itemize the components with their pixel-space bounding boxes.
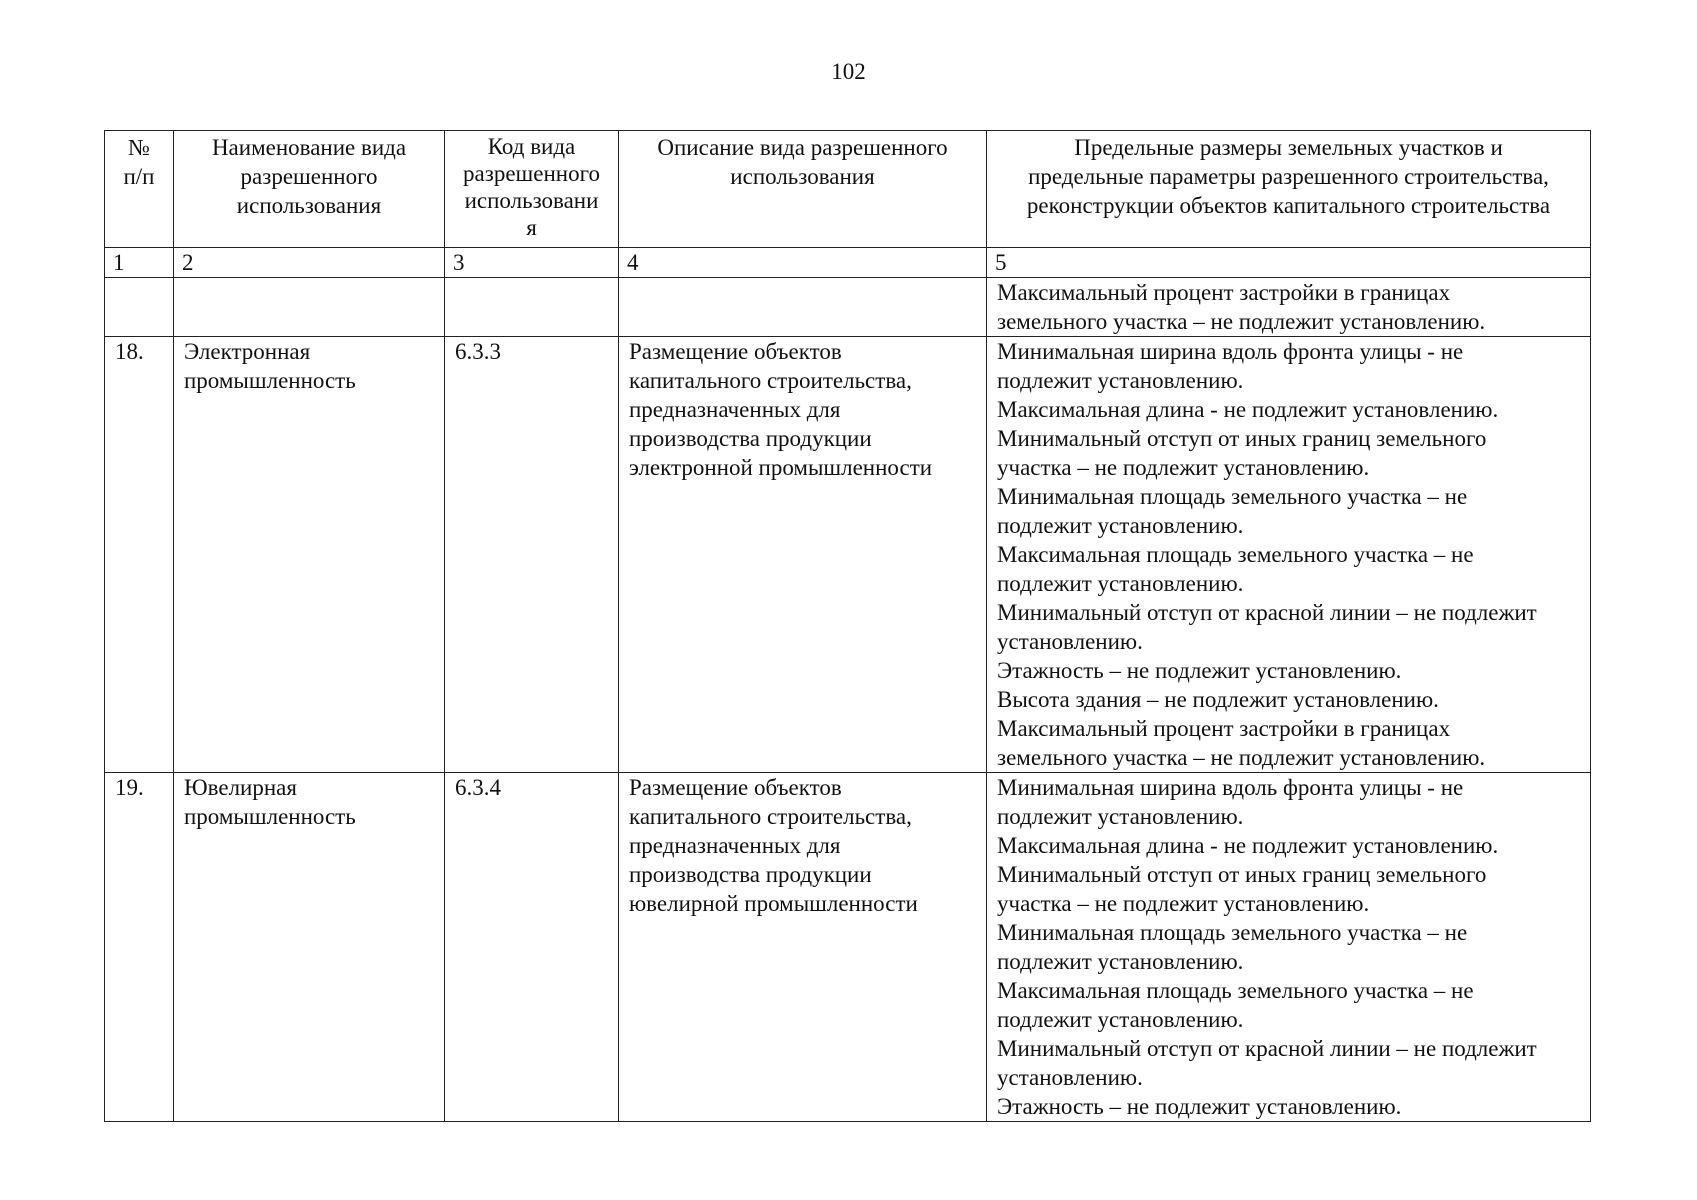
header-name	[174, 131, 445, 248]
header-text: Предельные размеры земельных участков и	[1074, 135, 1503, 160]
description-line: производства продукции	[629, 426, 872, 451]
parameter-line: подлежит установлению.	[997, 368, 1244, 393]
column-number-row	[105, 248, 1591, 278]
parameter-line: Минимальный отступ от красной линии – не подлежит	[997, 1036, 1537, 1061]
parameter-line: подлежит установлению.	[997, 513, 1244, 538]
parameter-line: подлежит установлению.	[997, 804, 1244, 829]
parameter-line: Минимальная площадь земельного участка – не	[997, 920, 1468, 945]
header-code	[445, 131, 619, 248]
cell-code: 6.3.3	[445, 337, 619, 773]
parameter-line: Минимальный отступ от иных границ земельного	[997, 426, 1487, 451]
table-row	[105, 773, 1591, 1122]
name-line: Ювелирная	[184, 775, 297, 800]
header-text: Описание вида разрешенного	[657, 135, 948, 160]
parameter-line: подлежит установлению.	[997, 571, 1244, 596]
parameter-line: Высота здания – не подлежит установлению.	[997, 687, 1439, 712]
cell-name	[174, 337, 445, 773]
parameter-line: подлежит установлению.	[997, 949, 1244, 974]
column-number: 5	[987, 248, 1591, 278]
description-line: Размещение объектов	[629, 775, 842, 800]
land-use-table	[104, 130, 1591, 1122]
cell-number	[105, 278, 174, 337]
parameter-line: Минимальная площадь земельного участка – не	[997, 484, 1468, 509]
table-header-row	[105, 131, 1591, 248]
header-text: реконструкции объектов капитального строительства	[1026, 193, 1551, 218]
name-line: Электронная	[184, 339, 311, 364]
cell-parameters	[987, 278, 1591, 337]
column-number: 4	[619, 248, 987, 278]
parameter-line: Максимальная площадь земельного участка – не	[997, 542, 1474, 567]
parameter-line: Максимальная длина - не подлежит установлению.	[997, 397, 1499, 422]
header-text: Наименование вида	[211, 135, 407, 160]
parameter-line: подлежит установлению.	[997, 1007, 1244, 1032]
description-line: электронной промышленности	[629, 455, 933, 480]
parameter-line: Этажность – не подлежит установлению.	[997, 658, 1402, 683]
parameter-line: Этажность – не подлежит установлению.	[997, 1094, 1402, 1119]
header-text: использования	[730, 164, 875, 189]
cell-code	[445, 278, 619, 337]
cell-description	[619, 773, 987, 1122]
cell-name	[174, 278, 445, 337]
name-line: промышленность	[184, 804, 356, 829]
header-text: п/п	[123, 164, 155, 189]
header-text: я	[526, 215, 537, 240]
cell-description	[619, 337, 987, 773]
header-text: использования	[236, 193, 382, 218]
parameter-line: участка – не подлежит установлению.	[997, 455, 1370, 480]
parameter-line: Минимальная ширина вдоль фронта улицы - не	[997, 339, 1464, 364]
cell-code: 6.3.4	[445, 773, 619, 1122]
header-description	[619, 131, 987, 248]
header-number	[105, 131, 174, 248]
cell-description	[619, 278, 987, 337]
header-text: использовани	[464, 188, 599, 213]
header-text: предельные параметры разрешенного строительства,	[1028, 164, 1549, 189]
parameter-line: земельного участка – не подлежит установлению.	[997, 745, 1486, 770]
parameter-line: Максимальный процент застройки в границах	[997, 280, 1451, 305]
table-row-continuation	[105, 278, 1591, 337]
header-text: №	[128, 135, 150, 160]
table-row	[105, 337, 1591, 773]
parameter-line: Максимальная площадь земельного участка – не	[997, 978, 1474, 1003]
description-line: производства продукции	[629, 862, 872, 887]
name-line: промышленность	[184, 368, 356, 393]
description-line: капитального строительства,	[629, 804, 912, 829]
page-number: 102	[831, 59, 866, 84]
cell-number: 18.	[105, 337, 174, 773]
header-text: разрешенного	[463, 161, 600, 186]
description-line: предназначенных для	[629, 397, 841, 422]
parameter-line: Максимальная длина - не подлежит установлению.	[997, 833, 1499, 858]
cell-number: 19.	[105, 773, 174, 1122]
parameter-line: Минимальный отступ от красной линии – не подлежит	[997, 600, 1537, 625]
cell-name	[174, 773, 445, 1122]
header-text: разрешенного	[240, 164, 378, 189]
parameter-line: Минимальный отступ от иных границ земельного	[997, 862, 1487, 887]
description-line: предназначенных для	[629, 833, 841, 858]
header-parameters	[987, 131, 1591, 248]
parameter-line: земельного участка – не подлежит установлению.	[997, 309, 1486, 334]
parameter-line: Минимальная ширина вдоль фронта улицы - не	[997, 775, 1464, 800]
column-number: 1	[105, 248, 174, 278]
header-text: Код вида	[487, 134, 576, 159]
description-line: капитального строительства,	[629, 368, 912, 393]
parameter-line: Максимальный процент застройки в границах	[997, 716, 1451, 741]
parameter-line: установлению.	[997, 629, 1143, 654]
parameter-line: установлению.	[997, 1065, 1143, 1090]
cell-parameters	[987, 773, 1591, 1122]
parameter-line: участка – не подлежит установлению.	[997, 891, 1370, 916]
description-line: Размещение объектов	[629, 339, 842, 364]
column-number: 2	[174, 248, 445, 278]
column-number: 3	[445, 248, 619, 278]
cell-parameters	[987, 337, 1591, 773]
description-line: ювелирной промышленности	[629, 891, 918, 916]
